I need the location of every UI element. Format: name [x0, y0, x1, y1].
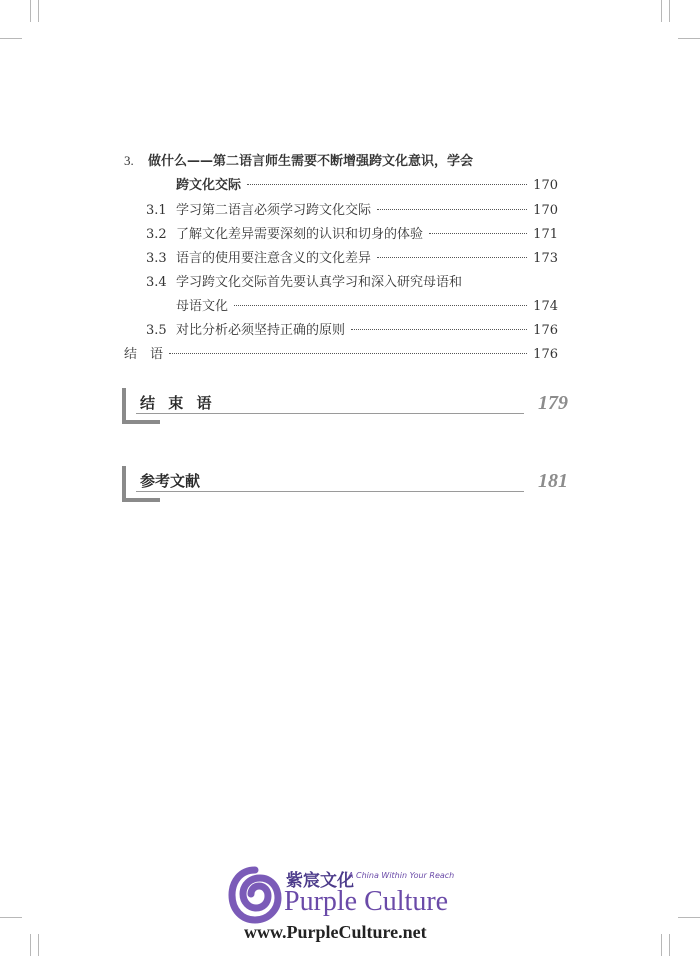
spiral-logo-icon: [228, 866, 282, 924]
section-bar: [122, 466, 126, 502]
crop-mark: [30, 934, 31, 956]
section-rule: [136, 413, 524, 414]
toc-entry-page: 173: [533, 251, 558, 266]
toc-entry-page: 174: [533, 299, 558, 314]
toc-entry-page: 176: [533, 347, 558, 362]
watermark-url: www.PurpleCulture.net: [244, 922, 427, 942]
toc-entry[interactable]: [146, 226, 558, 244]
toc-entry[interactable]: [176, 177, 558, 195]
toc-entry[interactable]: [146, 274, 558, 292]
toc-entry[interactable]: [146, 202, 558, 220]
toc-entry-number: 3.: [124, 153, 134, 168]
section-page: 181: [538, 470, 568, 492]
toc-entry[interactable]: [176, 298, 558, 316]
watermark-chinese-name: 紫宸文化: [286, 871, 354, 891]
toc-entry-title: 对比分析必须坚持正确的原则: [176, 323, 346, 338]
toc-entry-number: 3.1: [146, 203, 167, 218]
toc-entry-page: 176: [533, 323, 558, 338]
dot-leader: [429, 233, 527, 234]
toc-entry[interactable]: [124, 346, 558, 364]
crop-mark: [38, 0, 39, 22]
toc-entry-title: 母语文化: [176, 299, 229, 314]
toc-entry[interactable]: [146, 250, 558, 268]
section-title: 参考文献: [140, 472, 201, 490]
toc-entry-number: 3.5: [146, 323, 167, 338]
dot-leader: [377, 209, 527, 210]
section-bar-foot: [122, 420, 160, 424]
crop-mark: [669, 934, 670, 956]
toc-entry-number: 3.4: [146, 275, 167, 290]
toc-entry-title: 语言的使用要注意含义的文化差异: [176, 251, 372, 266]
toc-entry-title: 结 语: [124, 347, 164, 362]
section-heading[interactable]: [122, 388, 568, 424]
toc-entry-title: 学习跨文化交际首先要认真学习和深入研究母语和: [176, 275, 463, 290]
crop-mark: [678, 917, 700, 918]
toc-entry-page: 170: [533, 203, 558, 218]
watermark-english-name: Purple Culture: [284, 886, 449, 917]
toc-entry-title: 学习第二语言必须学习跨文化交际: [176, 203, 372, 218]
purple-culture-watermark: [228, 866, 498, 946]
section-bar-foot: [122, 498, 160, 502]
crop-mark: [678, 38, 700, 39]
section-heading[interactable]: [122, 466, 568, 502]
toc-entry-title: 做什么——第二语言师生需要不断增强跨文化意识，学会: [148, 154, 474, 169]
section-bar: [122, 388, 126, 424]
crop-mark: [0, 38, 22, 39]
toc-entry-title: 跨文化交际: [176, 178, 242, 193]
toc-entry-number: 3.3: [146, 251, 167, 266]
crop-mark: [30, 0, 31, 22]
dot-leader: [234, 305, 527, 306]
section-page: 179: [538, 392, 568, 414]
dot-leader: [247, 184, 527, 185]
toc-entry[interactable]: [124, 152, 534, 171]
toc-entry-title: 了解文化差异需要深刻的认识和切身的体验: [176, 227, 424, 242]
crop-mark: [0, 917, 22, 918]
toc-entry-page: 170: [533, 178, 558, 193]
watermark-tagline: A China Within Your Reach: [348, 871, 455, 880]
dot-leader: [169, 353, 527, 354]
section-rule: [136, 491, 524, 492]
dot-leader: [377, 257, 527, 258]
toc-entry-number: 3.2: [146, 227, 167, 242]
toc-entry[interactable]: [146, 322, 558, 340]
section-title: 结 束 语: [140, 394, 216, 412]
toc-entry-page: 171: [533, 227, 558, 242]
crop-mark: [661, 0, 662, 22]
crop-mark: [669, 0, 670, 22]
crop-mark: [38, 934, 39, 956]
crop-mark: [661, 934, 662, 956]
dot-leader: [351, 329, 527, 330]
